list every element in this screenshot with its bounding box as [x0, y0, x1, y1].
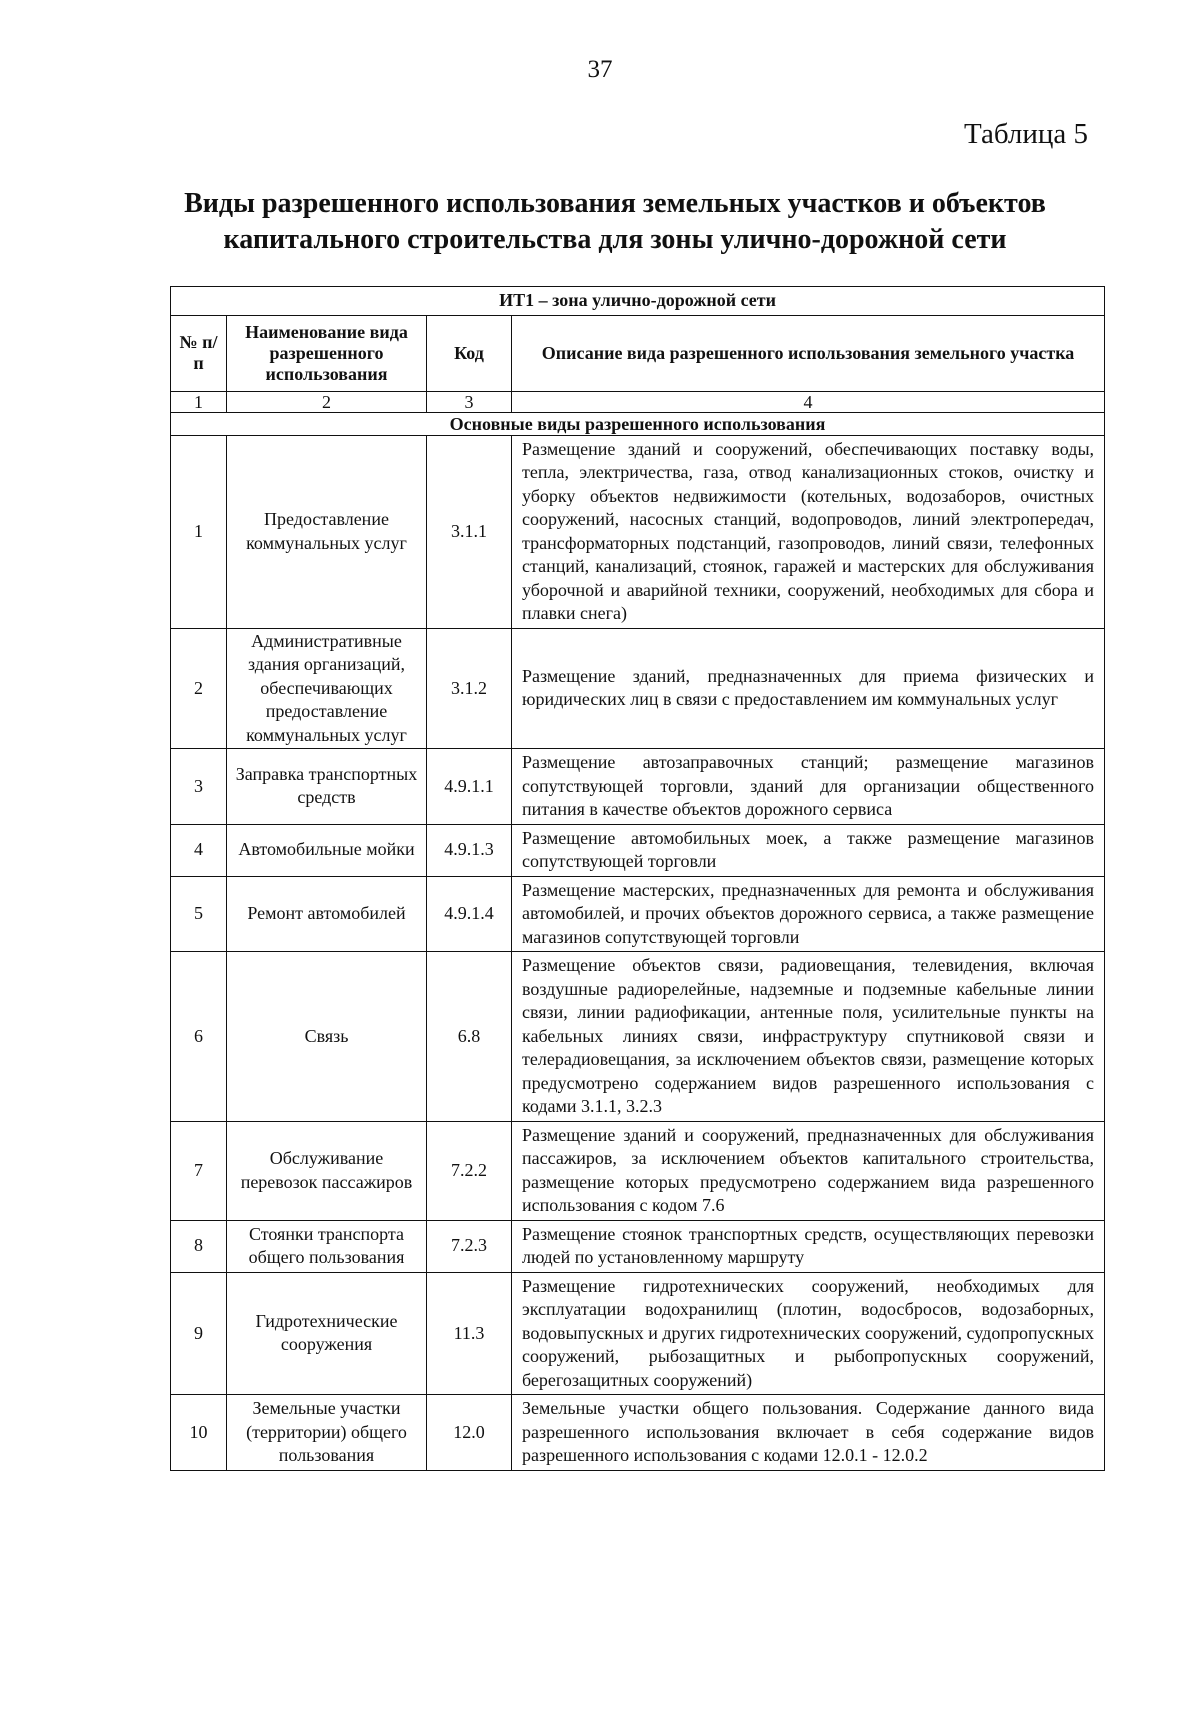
document-title-line-1: Виды разрешенного использования земельных участков и объектов: [184, 188, 1046, 219]
row-code: 4.9.1.3: [427, 824, 512, 876]
row-num: 9: [171, 1272, 227, 1395]
row-num: 2: [171, 628, 227, 749]
column-header-desc: Описание вида разрешенного использования земельного участка: [512, 315, 1105, 391]
column-header-num: № п/п: [171, 315, 227, 391]
row-num: 1: [171, 435, 227, 628]
row-desc: Размещение зданий и сооружений, обеспечивающих поставку воды, тепла, электричества, газа, отвод канализационных стоков, очистку и уборку объектов недвижимости (котельных, водозаборов, очистных сооружений, насосных станций, водопроводов, линий электропередач, трансформаторных подстанций, газопроводов, линий связи, телефонных станций, канализаций, стоянок, гаражей и мастерских для обслуживания уборочной и аварийной техники, сооружений, необходимых для сбора и плавки снега): [512, 435, 1105, 628]
table-row: [171, 435, 1105, 628]
zone-header-row: [171, 287, 1105, 316]
row-num: 4: [171, 824, 227, 876]
row-desc: Размещение автозаправочных станций; размещение магазинов сопутствующей торговли, зданий для организации общественного питания в качестве объектов дорожного сервиса: [512, 749, 1105, 825]
document-title-line-2: капитального строительства для зоны улично-дорожной сети: [223, 224, 1007, 255]
table-row: [171, 1272, 1105, 1395]
row-num: 10: [171, 1395, 227, 1471]
page-number: 37: [587, 56, 613, 83]
row-name: Стоянки транспорта общего пользования: [227, 1220, 427, 1272]
row-desc: Размещение стоянок транспортных средств, осуществляющих перевозки людей по установленному маршруту: [512, 1220, 1105, 1272]
row-name: Предоставление коммунальных услуг: [227, 435, 427, 628]
row-name: Заправка транспортных средств: [227, 749, 427, 825]
row-num: 6: [171, 952, 227, 1122]
row-code: 12.0: [427, 1395, 512, 1471]
row-code: 4.9.1.4: [427, 876, 512, 952]
column-header-code: Код: [427, 315, 512, 391]
section-header: Основные виды разрешенного использования: [171, 412, 1105, 435]
row-desc: Размещение автомобильных моек, а также размещение магазинов сопутствующей торговли: [512, 824, 1105, 876]
row-code: 7.2.2: [427, 1121, 512, 1220]
column-header-name: Наименование вида разрешенного использования: [227, 315, 427, 391]
row-name: Ремонт автомобилей: [227, 876, 427, 952]
row-desc: Размещение гидротехнических сооружений, необходимых для эксплуатации водохранилищ (плотин, водосбросов, водозаборных, водовыпускных и других гидротехнических сооружений, судопропускных сооружений, рыбозащитных и рыбопропускных сооружений, берегозащитных сооружений): [512, 1272, 1105, 1395]
row-desc: Размещение зданий, предназначенных для приема физических и юридических лиц в связи с предоставлением им коммунальных услуг: [512, 628, 1105, 749]
column-number: 4: [512, 391, 1105, 412]
column-number: 2: [227, 391, 427, 412]
table-row: [171, 824, 1105, 876]
table-row: [171, 1395, 1105, 1471]
table-row: [171, 952, 1105, 1122]
row-desc: Размещение мастерских, предназначенных для ремонта и обслуживания автомобилей, и прочих объектов дорожного сервиса, а также размещение магазинов сопутствующей торговли: [512, 876, 1105, 952]
row-desc: Земельные участки общего пользования. Содержание данного вида разрешенного использования включает в себя содержание видов разрешенного использования с кодами 12.0.1 - 12.0.2: [512, 1395, 1105, 1471]
table-caption: Таблица 5: [963, 118, 1088, 150]
land-use-table: [170, 286, 1105, 1471]
table-row: [171, 876, 1105, 952]
section-header-row: [171, 412, 1105, 435]
row-name: Гидротехнические сооружения: [227, 1272, 427, 1395]
table-row: [171, 628, 1105, 749]
row-code: 7.2.3: [427, 1220, 512, 1272]
row-name: Автомобильные мойки: [227, 824, 427, 876]
row-num: 7: [171, 1121, 227, 1220]
row-desc: Размещение зданий и сооружений, предназначенных для обслуживания пассажиров, за исключением объектов капитального строительства, размещение которых предусмотрено содержанием вида разрешенного использования с кодом 7.6: [512, 1121, 1105, 1220]
row-code: 3.1.1: [427, 435, 512, 628]
zone-header: ИТ1 – зона улично-дорожной сети: [171, 287, 1105, 316]
row-desc: Размещение объектов связи, радиовещания, телевидения, включая воздушные радиорелейные, надземные и подземные кабельные линии связи, линии радиофикации, антенные поля, усилительные пункты на кабельных линиях связи, инфраструктуру спутниковой связи и телерадиовещания, за исключением объектов связи, размещение которых предусмотрено содержанием видов разрешенного использования с кодами 3.1.1, 3.2.3: [512, 952, 1105, 1122]
row-num: 5: [171, 876, 227, 952]
row-num: 8: [171, 1220, 227, 1272]
table-row: [171, 1121, 1105, 1220]
row-code: 3.1.2: [427, 628, 512, 749]
row-num: 3: [171, 749, 227, 825]
column-number-row: [171, 391, 1105, 412]
row-code: 6.8: [427, 952, 512, 1122]
column-header-row: [171, 315, 1105, 391]
row-name: Земельные участки (территории) общего пользования: [227, 1395, 427, 1471]
column-number: 3: [427, 391, 512, 412]
table-row: [171, 749, 1105, 825]
row-name: Обслуживание перевозок пассажиров: [227, 1121, 427, 1220]
row-code: 11.3: [427, 1272, 512, 1395]
row-name: Административные здания организаций, обеспечивающих предоставление коммунальных услуг: [227, 628, 427, 749]
row-name: Связь: [227, 952, 427, 1122]
document-title: [150, 186, 1080, 258]
table-row: [171, 1220, 1105, 1272]
row-code: 4.9.1.1: [427, 749, 512, 825]
column-number: 1: [171, 391, 227, 412]
